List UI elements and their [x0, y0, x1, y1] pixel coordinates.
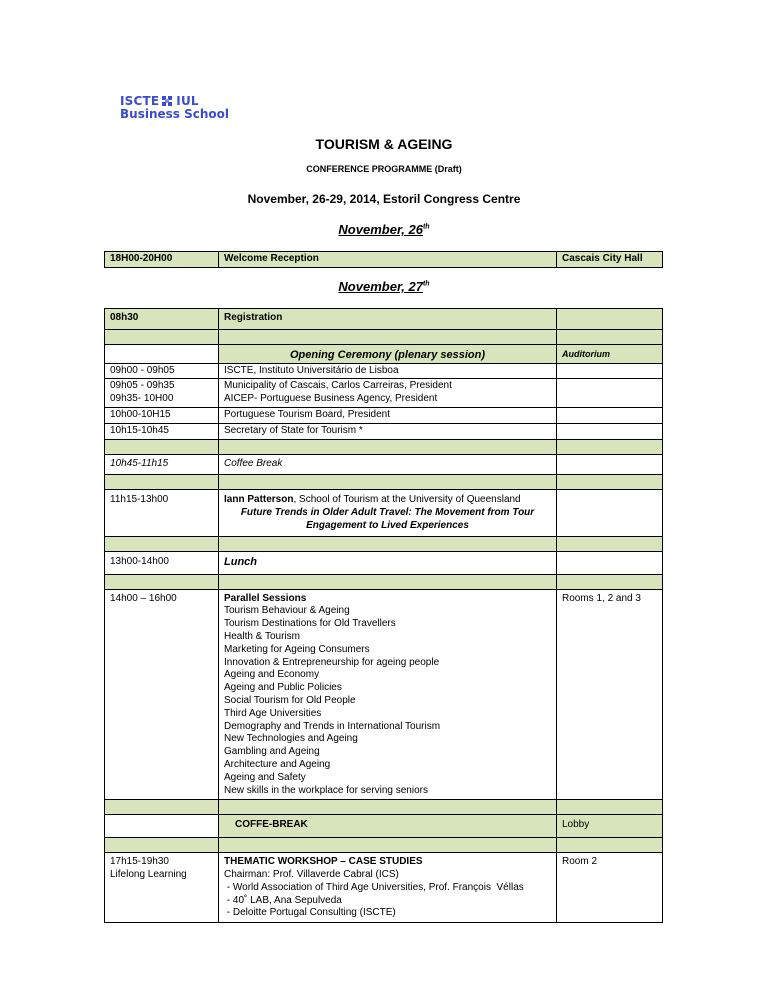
session-topic: Demography and Trends in International Tourism [224, 720, 441, 732]
table-row [105, 423, 663, 439]
session-topic: Health & Tourism [224, 630, 300, 642]
table-row [105, 490, 663, 536]
place-cell: Rooms 1, 2 and 3 [557, 589, 663, 800]
workshop-chair: Chairman: Prof. Villaverde Cabral (ICS) [224, 868, 399, 880]
time-cell [105, 379, 219, 408]
empty-cell [219, 574, 557, 589]
time-line: 09h35- 10H00 [110, 393, 174, 405]
place-cell: Auditorium [557, 344, 663, 363]
empty-cell [219, 329, 557, 344]
time-cell [105, 853, 219, 923]
empty-cell [557, 475, 663, 490]
empty-cell [557, 574, 663, 589]
keynote-talk-title: Future Trends in Older Adult Travel: The Movement from Tour [240, 507, 535, 519]
time-cell: 10h00-10H15 [105, 407, 219, 423]
empty-cell [219, 475, 557, 490]
empty-cell [105, 536, 219, 551]
table-row [105, 853, 663, 923]
keynote-speaker: Iann Patterson [224, 494, 294, 506]
place-cell [557, 309, 663, 330]
session-topic: Tourism Behaviour & Ageing [224, 605, 350, 617]
logo-mark-icon [162, 96, 173, 106]
empty-cell [105, 344, 219, 363]
session-topic: Innovation & Entrepreneurship for ageing people [224, 656, 440, 668]
page-title: TOURISM & AGEING [315, 136, 453, 152]
empty-cell [557, 800, 663, 815]
workshop-item: - Deloitte Portugal Consulting (ISCTE) [224, 907, 396, 919]
place-cell: Cascais City Hall [557, 252, 663, 268]
workshop-item: - World Association of Third Age Universities, Prof. François Véllas [224, 881, 524, 893]
place-cell [557, 423, 663, 439]
event-cell: Secretary of State for Tourism * [219, 423, 557, 439]
day-heading-26-suffix: th [422, 223, 430, 231]
table-row [105, 344, 663, 363]
session-topic: Marketing for Ageing Consumers [224, 643, 370, 655]
session-topic: New Technologies and Ageing [224, 733, 358, 745]
time-cell: 10h45-11h15 [105, 454, 219, 475]
empty-cell [557, 838, 663, 853]
time-cell: 10h15-10h45 [105, 423, 219, 439]
table-row [105, 536, 663, 551]
day-heading-27 [0, 279, 768, 294]
place-cell [557, 551, 663, 574]
place-cell: Lobby [557, 815, 663, 838]
event-cell [219, 379, 557, 408]
session-topic: New skills in the workplace for serving seniors [224, 784, 428, 796]
logo-line-2: Business School [120, 107, 229, 121]
parallel-sessions-cell [219, 589, 557, 800]
workshop-item: - 40˚ LAB, Ana Sepulveda [224, 894, 342, 906]
empty-cell [219, 439, 557, 454]
session-topic: Tourism Destinations for Old Travellers [224, 618, 396, 630]
empty-cell [557, 536, 663, 551]
empty-cell [105, 475, 219, 490]
day-heading-26-text: November, 26 [338, 222, 423, 237]
event-cell: ISCTE, Instituto Universitário de Lisboa [219, 363, 557, 379]
day-26-table [104, 251, 663, 268]
table-row [105, 329, 663, 344]
empty-cell [557, 439, 663, 454]
event-cell: Registration [219, 309, 557, 330]
logo-iscte-text: ISCTE [120, 94, 160, 108]
time-line: 09h05 - 09h35 [110, 380, 175, 392]
empty-cell [105, 815, 219, 838]
table-row [105, 309, 663, 330]
session-topic: Third Age Universities [224, 707, 322, 719]
table-row [105, 815, 663, 838]
time-cell: 08h30 [105, 309, 219, 330]
session-topic: Ageing and Economy [224, 669, 320, 681]
table-row [105, 379, 663, 408]
empty-cell [105, 800, 219, 815]
table-row [105, 475, 663, 490]
place-cell [557, 363, 663, 379]
place-cell [557, 407, 663, 423]
empty-cell [105, 574, 219, 589]
place-cell [557, 379, 663, 408]
logo-iul-text: IUL [176, 94, 199, 108]
empty-cell [105, 838, 219, 853]
event-cell: Lunch [219, 551, 557, 574]
time-cell: 09h00 - 09h05 [105, 363, 219, 379]
empty-cell [105, 329, 219, 344]
time-cell: 11h15-13h00 [105, 490, 219, 536]
day-heading-26 [0, 222, 768, 237]
place-cell: Room 2 [557, 853, 663, 923]
empty-cell [219, 536, 557, 551]
table-row [105, 363, 663, 379]
event-cell: Portuguese Tourism Board, President [219, 407, 557, 423]
session-topic: Gambling and Ageing [224, 746, 320, 758]
workshop-title: THEMATIC WORKSHOP – CASE STUDIES [224, 856, 423, 868]
workshop-track: Lifelong Learning [110, 868, 187, 880]
event-line: Municipality of Cascais, Carlos Carreiras, President [224, 380, 452, 392]
place-cell [557, 454, 663, 475]
table-row [105, 589, 663, 800]
day-27-table [104, 308, 663, 923]
table-row [105, 407, 663, 423]
table-row [105, 838, 663, 853]
empty-cell [557, 329, 663, 344]
table-row [105, 454, 663, 475]
keynote-affiliation: , School of Tourism at the University of Queensland [293, 494, 521, 506]
keynote-speaker-line [224, 494, 551, 507]
session-topic: Architecture and Ageing [224, 758, 331, 770]
table-row [105, 439, 663, 454]
time-cell: 14h00 – 16h00 [105, 589, 219, 800]
time-cell: 18H00-20H00 [105, 252, 219, 268]
time-cell: 13h00-14h00 [105, 551, 219, 574]
workshop-time: 17h15-19h30 [110, 856, 169, 868]
table-row [105, 574, 663, 589]
table-row [105, 800, 663, 815]
place-cell [557, 490, 663, 536]
event-line: AICEP- Portuguese Business Agency, President [224, 393, 438, 405]
empty-cell [219, 800, 557, 815]
day-heading-27-suffix: th [422, 280, 430, 288]
table-row [105, 551, 663, 574]
event-cell: COFFE-BREAK [219, 815, 557, 838]
event-cell: Coffee Break [219, 454, 557, 475]
keynote-cell [219, 490, 557, 536]
opening-session-title: Opening Ceremony (plenary session) [219, 344, 557, 363]
workshop-cell [219, 853, 557, 923]
page-subtitle: CONFERENCE PROGRAMME (Draft) [306, 164, 462, 174]
business-school-logo [120, 95, 232, 121]
parallel-sessions-title: Parallel Sessions [224, 592, 307, 604]
empty-cell [105, 439, 219, 454]
session-topic: Social Tourism for Old People [224, 694, 356, 706]
day-heading-27-text: November, 27 [338, 279, 423, 294]
session-topic: Ageing and Public Policies [224, 682, 342, 694]
session-topic: Ageing and Safety [224, 771, 306, 783]
conference-dates: November, 26-29, 2014, Estoril Congress Centre [247, 192, 521, 206]
table-row [105, 252, 663, 268]
event-cell: Welcome Reception [219, 252, 557, 268]
keynote-talk-title-continued: Engagement to Lived Experiences [306, 519, 469, 531]
empty-cell [219, 838, 557, 853]
